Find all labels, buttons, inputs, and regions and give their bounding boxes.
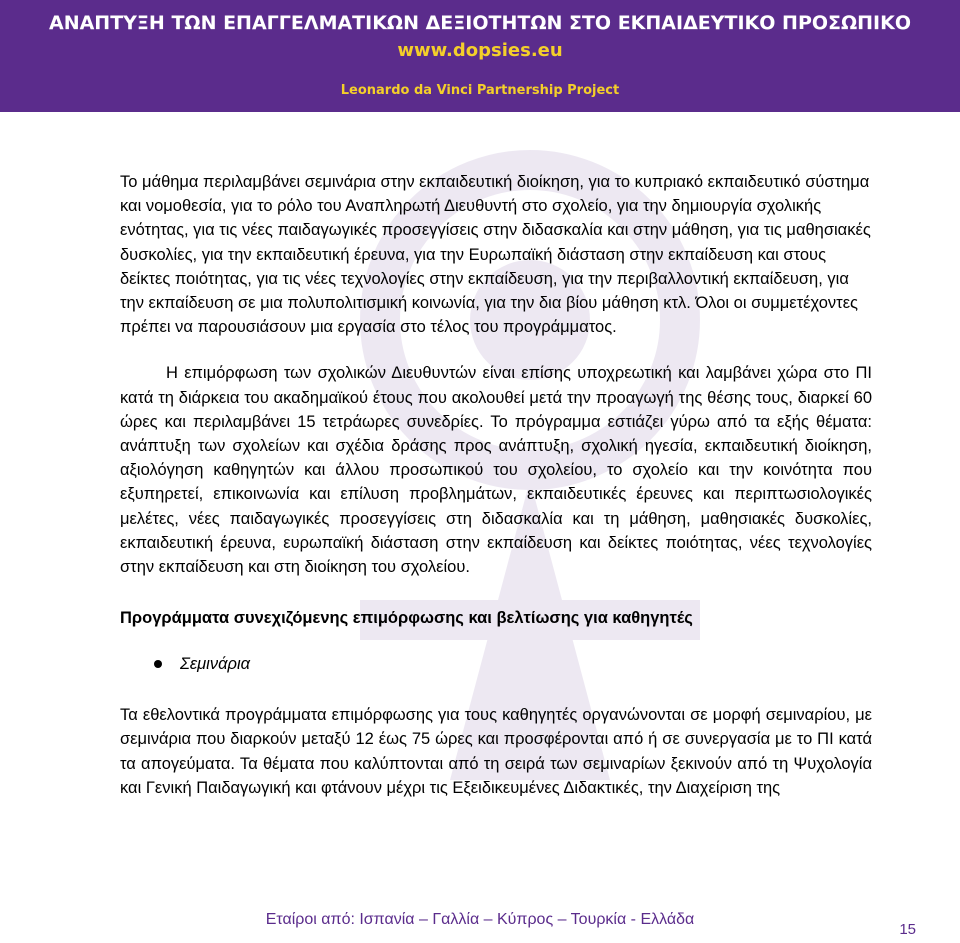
header-website: www.dopsies.eu (397, 40, 563, 61)
page-number: 15 (899, 921, 916, 938)
header-title: ΑΝΑΠΤΥΞΗ ΤΩΝ ΕΠΑΓΓΕΛΜΑΤΙΚΩΝ ΔΕΞΙΟΤΗΤΩΝ ΣΤΟ ΕΚΠΑΙΔΕΥΤΙΚΟ ΠΡΟΣΩΠΙΚΟ (49, 12, 911, 34)
paragraph-voluntary-programs: Τα εθελοντικά προγράμματα επιμόρφωσης για τους καθηγητές οργανώνονται σε μορφή σεμιναρίου, με σεμινάρια που διαρκούν μεταξύ 12 έως 75 ώρες και προσφέρονται από ή σε συνεργασία με το ΠΙ κατά τα απογεύματα. Τα θέματα που καλύπτονται από τη σειρά των σεμιναρίων ξεκινούν από τη Ψυχολογία και Γενική Παιδαγωγική και φτάνουν μέχρι τις Εξειδικευμένες Διδακτικές, την Διαχείριση της (120, 706, 872, 797)
footer-partners: Εταίροι από: Ισπανία – Γαλλία – Κύπρος – Τουρκία - Ελλάδα (265, 911, 695, 928)
paragraph-directors-text: Η επιμόρφωση των σχολικών Διευθυντών είναι επίσης υποχρεωτική και λαμβάνει χώρα στο ΠΙ κατά τη διάρκεια του ακαδημαϊκού έτους που ακολουθεί μετά την προαγωγή της θέσης τους, διαρκεί 60 ώρες και περιλαμβάνει 15 τετράωρες συνεδρίες. Το πρόγραμμα εστιάζει γύρω από τα εξής θέματα: ανάπτυξη των σχολείων και σχέδια δράσης προς ανάπτυξη, σχολική ηγεσία, εκπαιδευτική διοίκηση, αξιολόγηση καθηγητών και άλλου προσωπικού του σχολείου, το σχολείο και την κοινότητα που εξυπηρετεί, επικοινωνία και επίλυση προβλημάτων, εκπαιδευτικές έρευνες και περιπτωσιολογικές μελέτες, νέες παιδαγωγικές προσεγγίσεις στη διδασκαλία και τη μάθηση, μαθησιακές δυσκολίες, εκπαιδευτική έρευνα, ευρωπαϊκή διάσταση στην εκπαίδευση και δείκτες ποιότητας, νέες τεχνολογίες στην εκπαίδευση και στη διοίκηση του σχολείου. (120, 364, 872, 577)
header-project-name: Leonardo da Vinci Partnership Project (340, 83, 620, 98)
paragraph-directors-training (120, 361, 872, 579)
paragraph-seminars-course: Το μάθημα περιλαμβάνει σεμινάρια στην εκπαιδευτική διοίκηση, για το κυπριακό εκπαιδευτικό σύστημα και νομοθεσία, για το ρόλο του Αναπληρωτή Διευθυντή στο σχολείο, για την δημιουργία σχολικής ενότητας, για τις νέες παιδαγωγικές προσεγγίσεις στην διδασκαλία και στην μάθηση, για τις μαθησιακές δυσκολίες, για την εκπαιδευτική έρευνα, για την Ευρωπαϊκή διάσταση στην εκπαίδευση και στους δείκτες ποιότητας, για τις νέες τεχνολογίες στην εκπαίδευση, για την περιβαλλοντική εκπαίδευση, για την εκπαίδευση σε μια πολυπολιτισμική κοινωνία, για την δια βίου μάθηση κτλ. Όλοι οι συμμετέχοντες πρέπει να παρουσιάσουν μια εργασία στο τέλος του προγράμματος. (120, 173, 871, 337)
bullet-item (120, 653, 872, 675)
bullet-label: Σεμινάρια (180, 655, 251, 674)
page-header (0, 0, 960, 112)
section-heading: Προγράμματα συνεχιζόμενης επιμόρφωσης και βελτίωσης για καθηγητές (120, 609, 693, 628)
document-body (120, 170, 872, 800)
bullet-dot-icon (154, 660, 162, 668)
